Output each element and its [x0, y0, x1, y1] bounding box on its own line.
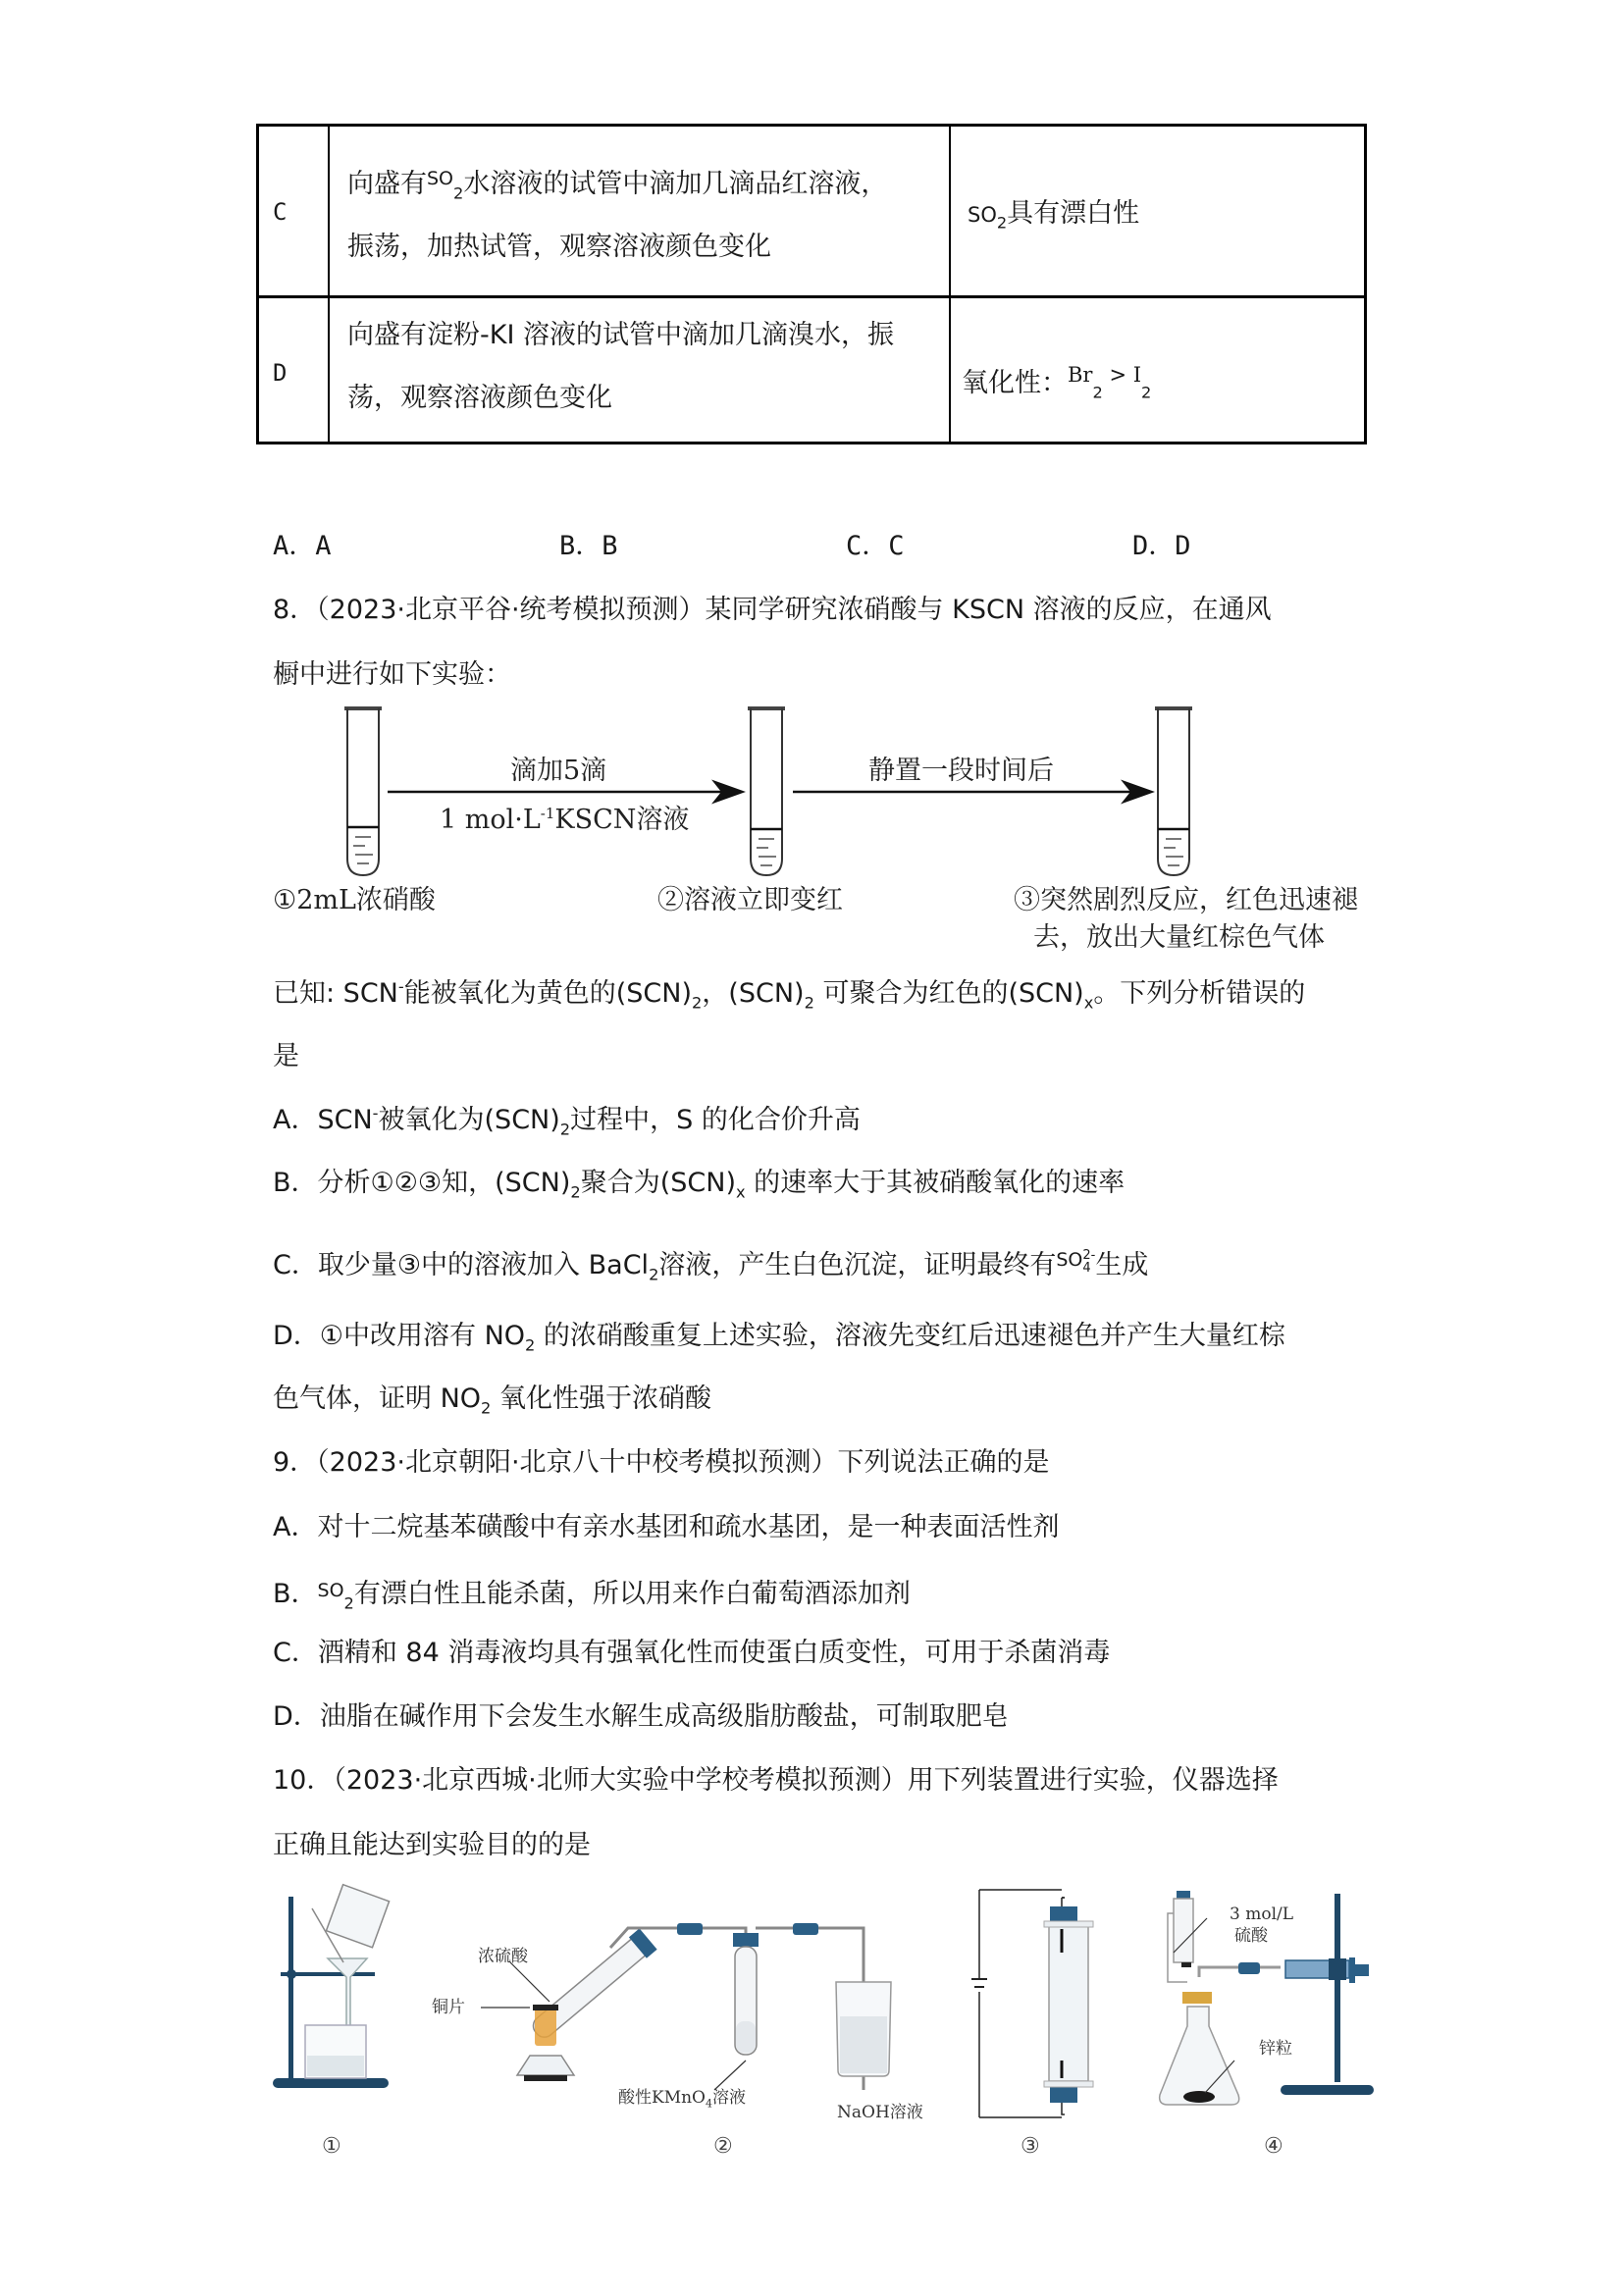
q8-option-b[interactable]: B．分析①②③知，$(SCN)_2$聚合为$(SCN)_x$ 的速率大于其被硝酸氧化的速率: [273, 1168, 1126, 1202]
arrow2-label-top: 静置一段时间后: [868, 756, 1054, 786]
q10-stem-line: 10．（2023·北京西城·北师大实验中学校考模拟预测）用下列装置进行实验，仪器选择: [273, 1765, 1279, 1796]
q9-option-b[interactable]: B．$^{SO}_2$有漂白性且能杀菌，所以用来作白葡萄酒添加剂: [273, 1579, 911, 1613]
q9-option-a[interactable]: A．对十二烷基苯磺酸中有亲水基团和疏水基团，是一种表面活性剂: [273, 1512, 1060, 1542]
arrow1-label-bottom: 1 $mol\cdot L^{-1}KSCN$溶液: [440, 805, 690, 835]
label-h2so4-conc: 3 mol/L: [1230, 1905, 1294, 1924]
figure-label-3[interactable]: ③: [1021, 2134, 1040, 2159]
q7-option-a[interactable]: A．A: [273, 531, 332, 561]
q7-option-b[interactable]: B．B: [559, 531, 618, 561]
q10-stem-line: 正确且能达到实验目的的是: [273, 1830, 591, 1860]
tube1-label: ①2mL浓硝酸: [273, 885, 436, 915]
figure-label-2[interactable]: ②: [713, 2134, 733, 2159]
table-option-label: C: [273, 198, 288, 226]
table-procedure-line: 向盛有$^{SO}_2$水溶液的试管中滴加几滴品红溶液，: [347, 168, 888, 203]
q9-option-d[interactable]: D．油脂在碱作用下会发生水解生成高级脂肪酸盐，可制取肥皂: [273, 1701, 1009, 1732]
q8-option-d-cont: 色气体，证明 $NO_2$ 氧化性强于浓硝酸: [273, 1383, 711, 1418]
electrolysis-apparatus: [971, 1890, 1093, 2117]
label-conc-sulfuric-acid: 浓硫酸: [478, 1947, 528, 1966]
q8-stem-line: 8．（2023·北京平谷·统考模拟预测）某同学研究浓硝酸与 KSCN 溶液的反应，在通风: [273, 595, 1272, 625]
q8-option-c[interactable]: C．取少量③中的溶液加入 BaCl$_2$溶液，产生白色沉淀，证明最终有$^{SO}$ 2- 4 生成: [273, 1248, 1149, 1284]
table-procedure-line: 振荡，加热试管，观察溶液颜色变化: [347, 232, 771, 262]
q8-option-a[interactable]: A．SCN-被氧化为$(SCN)_2$过程中，S 的化合价升高: [273, 1104, 861, 1139]
q9-stem: 9．（2023·北京朝阳·北京八十中校考模拟预测）下列说法正确的是: [273, 1447, 1050, 1478]
table-conclusion: $SO_2$具有漂白性: [968, 198, 1140, 233]
q8-stem-line: 橱中进行如下实验：: [273, 659, 511, 690]
copper-sulfuric-acid-apparatus: [481, 1923, 891, 2090]
filtration-apparatus: [273, 1885, 390, 2088]
q8-option-d[interactable]: D．①中改用溶有 $NO_2$ 的浓硝酸重复上述实验，溶液先变红后迅速褪色并产生大量红棕: [273, 1321, 1285, 1355]
table-conclusion: 氧化性：$^{Br}_2$ > $^I_2$: [962, 363, 1152, 402]
figure-label-4[interactable]: ④: [1264, 2134, 1283, 2159]
tube2-label: ②溶液立即变红: [657, 885, 843, 915]
table-procedure-line: 荡，观察溶液颜色变化: [347, 383, 612, 413]
label-kmno4: 酸性KMnO$_4$溶液: [618, 2088, 746, 2111]
tube3-label: 去，放出大量红棕色气体: [1033, 922, 1325, 953]
q7-option-c[interactable]: C．C: [846, 531, 905, 561]
label-h2so4: 硫酸: [1234, 1926, 1268, 1946]
q8-known-text: 已知: SCN-能被氧化为黄色的$(SCN)_2$，$(SCN)_2$ 可聚合为红色的$(SCN)_x$。下列分析错误的: [273, 977, 1306, 1013]
q7-option-d[interactable]: D．D: [1132, 531, 1191, 561]
tube3-label: ③突然剧烈反应，红色迅速褪: [1014, 885, 1358, 915]
arrow1-label-top: 滴加5滴: [510, 756, 607, 786]
figure-label-1[interactable]: ①: [322, 2134, 341, 2159]
label-copper: 铜片: [432, 1998, 465, 2017]
table-option-label: D: [273, 359, 288, 387]
table-procedure-line: 向盛有淀粉-KI 溶液的试管中滴加几滴溴水，振: [347, 320, 894, 350]
label-zinc: 锌粒: [1259, 2039, 1292, 2059]
q8-known-text: 是: [273, 1041, 299, 1071]
label-naoh: NaOH溶液: [837, 2103, 923, 2122]
q9-option-c[interactable]: C．酒精和 84 消毒液均具有强氧化性而使蛋白质变性，可用于杀菌消毒: [273, 1638, 1111, 1668]
